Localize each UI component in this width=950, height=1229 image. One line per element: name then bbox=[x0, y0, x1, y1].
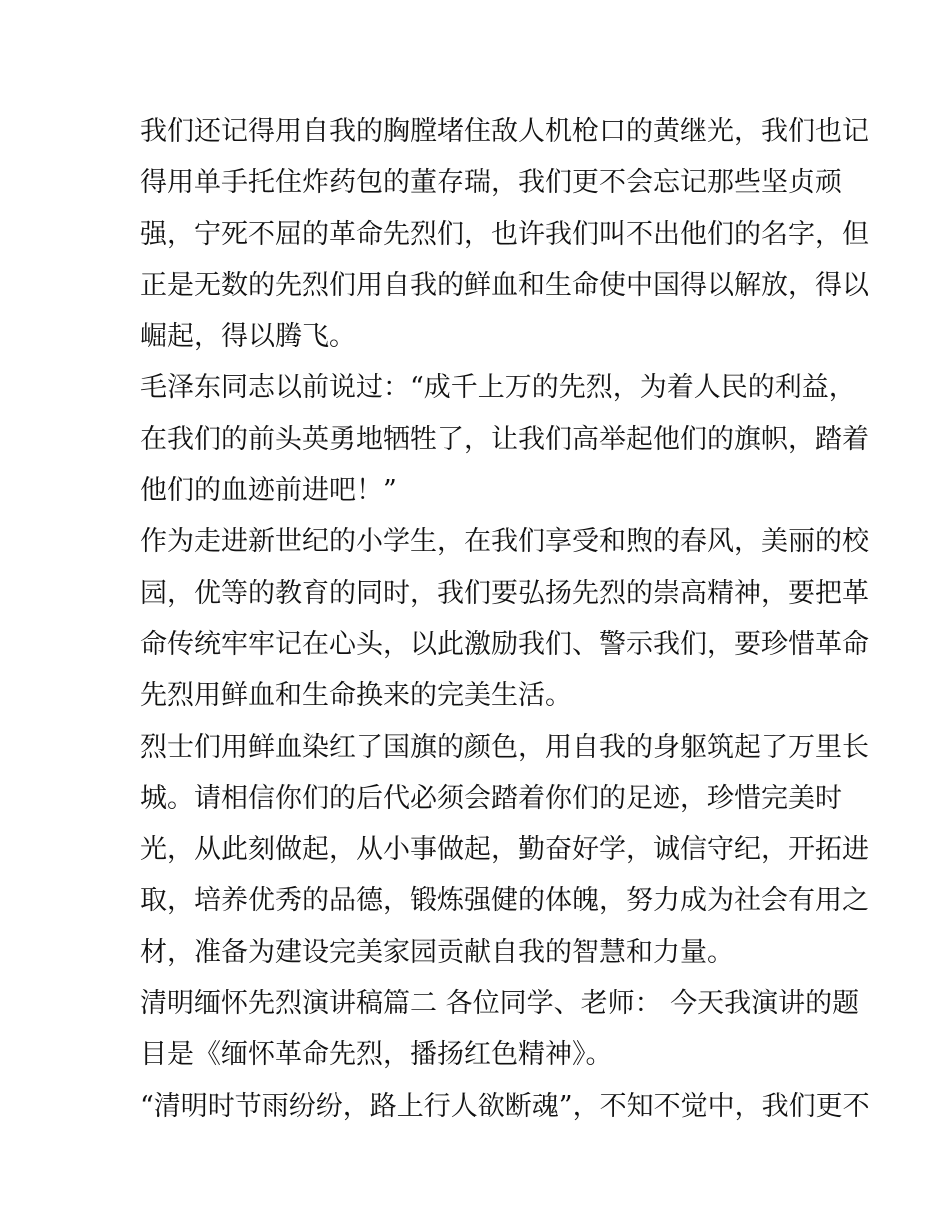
text-line: 城。请相信你们的后代必须会踏着你们的足迹，珍惜完美时 bbox=[140, 782, 842, 814]
text-line: 取，培养优秀的品德，锻炼强健的体魄，努力成为社会有用之 bbox=[140, 885, 869, 917]
text-line: 先烈用鲜血和生命换来的完美生活。 bbox=[140, 680, 572, 712]
text-line: 烈士们用鲜血染红了国旗的颜色，用自我的身躯筑起了万里长 bbox=[140, 731, 869, 763]
text-line: 目是《缅怀革命先烈，播扬红色精神》。 bbox=[140, 1039, 613, 1071]
text-line: 园，优等的教育的同时，我们要弘扬先烈的崇高精神，要把革 bbox=[140, 577, 869, 609]
text-line: 作为走进新世纪的小学生，在我们享受和煦的春风，美丽的校 bbox=[140, 526, 869, 558]
text-line: 清明缅怀先烈演讲稿篇二 各位同学、老师： 今天我演讲的题 bbox=[140, 988, 860, 1020]
text-line: 光，从此刻做起，从小事做起，勤奋好学，诚信守纪，开拓进 bbox=[140, 834, 869, 866]
text-line: “清明时节雨纷纷，路上行人欲断魂”，不知不觉中，我们更不 bbox=[140, 1090, 870, 1122]
text-line: 崛起，得以腾飞。 bbox=[140, 321, 356, 353]
text-line: 命传统牢牢记在心头，以此激励我们、警示我们，要珍惜革命 bbox=[140, 628, 869, 660]
text-line: 强，宁死不屈的革命先烈们，也许我们叫不出他们的名字，但 bbox=[140, 218, 869, 250]
text-line: 材，准备为建设完美家园贡献自我的智慧和力量。 bbox=[140, 936, 734, 968]
text-line: 正是无数的先烈们用自我的鲜血和生命使中国得以解放，得以 bbox=[140, 269, 869, 301]
text-line: 他们的血迹前进吧！” bbox=[140, 475, 397, 507]
text-line: 得用单手托住炸药包的董存瑞，我们更不会忘记那些坚贞顽 bbox=[140, 167, 842, 199]
text-line: 在我们的前头英勇地牺牲了，让我们高举起他们的旗帜，踏着 bbox=[140, 423, 869, 455]
text-line: 毛泽东同志以前说过：“成千上万的先烈，为着人民的利益， bbox=[140, 372, 856, 404]
text-line: 我们还记得用自我的胸膛堵住敌人机枪口的黄继光，我们也记 bbox=[140, 116, 869, 147]
